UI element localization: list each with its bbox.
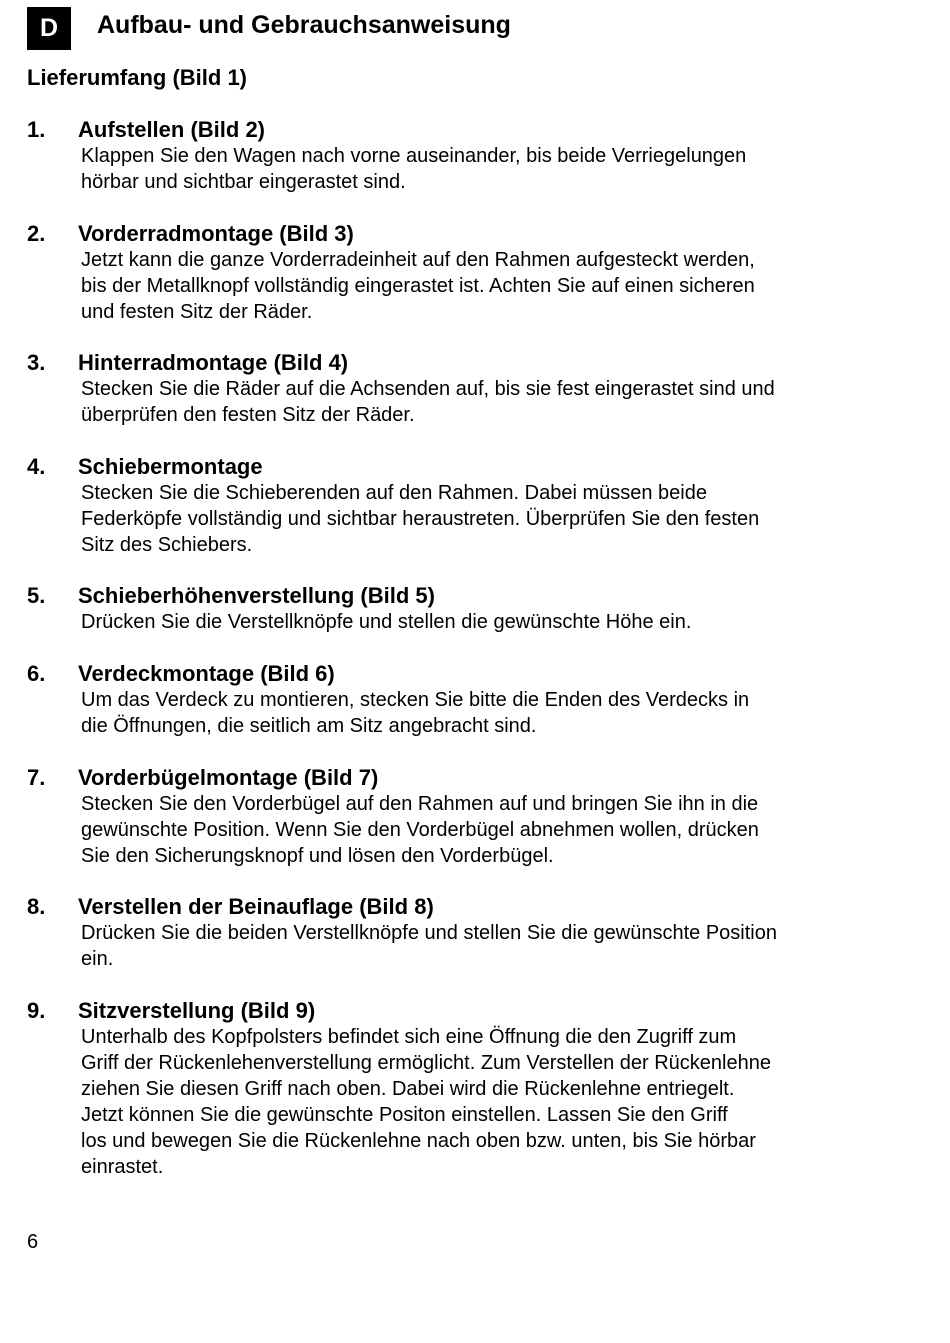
section-text-line: und festen Sitz der Räder. [81, 301, 313, 323]
section-text-line: einrastet. [81, 1156, 164, 1178]
section-title: Vorderbügelmontage (Bild 7) [78, 765, 379, 790]
section-body [81, 791, 841, 869]
language-badge: D [27, 7, 71, 50]
section-title: Verdeckmontage (Bild 6) [78, 661, 335, 686]
section-number: 9. [27, 998, 46, 1023]
section-body [81, 143, 841, 195]
section-text-line: Sitz des Schiebers. [81, 534, 253, 556]
section-number: 5. [27, 583, 46, 608]
section-title: Sitzverstellung (Bild 9) [78, 998, 316, 1023]
section-body [81, 480, 841, 558]
section-text-line: hörbar und sichtbar eingerastet sind. [81, 171, 406, 193]
section-text-line: Stecken Sie den Vorderbügel auf den Rahmen auf und bringen Sie ihn in die [81, 793, 759, 815]
section-number: 2. [27, 221, 46, 246]
section-text-line: Jetzt kann die ganze Vorderradeinheit auf den Rahmen aufgesteckt werden, [81, 249, 755, 271]
section-text-line: Jetzt können Sie die gewünschte Positon einstellen. Lassen Sie den Griff [81, 1104, 728, 1126]
section-title: Aufstellen (Bild 2) [78, 117, 266, 142]
section-title: Schieberhöhenverstellung (Bild 5) [78, 583, 435, 608]
section-title: Schiebermontage [78, 454, 263, 479]
section-text-line: die Öffnungen, die seitlich am Sitz angebracht sind. [81, 715, 537, 737]
section-number: 3. [27, 350, 46, 375]
section-body [81, 1024, 841, 1180]
section-text-line: Griff der Rückenlehenverstellung ermöglicht. Zum Verstellen der Rückenlehne [81, 1052, 771, 1074]
section-text-line: Federköpfe vollständig und sichtbar heraustreten. Überprüfen Sie den festen [81, 508, 760, 530]
section-text-line: bis der Metallknopf vollständig eingerastet ist. Achten Sie auf einen sicheren [81, 275, 755, 297]
section-text-line: Klappen Sie den Wagen nach vorne auseinander, bis beide Verriegelungen [81, 145, 747, 167]
section-title: Hinterradmontage (Bild 4) [78, 350, 349, 375]
section-number: 1. [27, 117, 46, 142]
section-number: 6. [27, 661, 46, 686]
document-title: Aufbau- und Gebrauchsanweisung [97, 11, 511, 39]
section-title: Vorderradmontage (Bild 3) [78, 221, 354, 246]
section-text-line: ziehen Sie diesen Griff nach oben. Dabei wird die Rückenlehne entriegelt. [81, 1078, 735, 1100]
section-text-line: Stecken Sie die Räder auf die Achsenden auf, bis sie fest eingerastet sind und [81, 378, 775, 400]
delivery-scope-heading: Lieferumfang (Bild 1) [27, 65, 248, 90]
section-text-line: überprüfen den festen Sitz der Räder. [81, 404, 415, 426]
section-body [81, 609, 841, 635]
section-text-line: Drücken Sie die beiden Verstellknöpfe und stellen Sie die gewünschte Position [81, 922, 777, 944]
section-number: 8. [27, 894, 46, 919]
section-body [81, 247, 841, 325]
section-title: Verstellen der Beinauflage (Bild 8) [78, 894, 434, 919]
section-number: 7. [27, 765, 46, 790]
section-text-line: Drücken Sie die Verstellknöpfe und stellen die gewünschte Höhe ein. [81, 611, 692, 633]
section-text-line: Sie den Sicherungsknopf und lösen den Vorderbügel. [81, 845, 554, 867]
section-body [81, 376, 841, 428]
section-text-line: ein. [81, 948, 114, 970]
section-text-line: gewünschte Position. Wenn Sie den Vorderbügel abnehmen wollen, drücken [81, 819, 759, 841]
section-text-line: Stecken Sie die Schieberenden auf den Rahmen. Dabei müssen beide [81, 482, 707, 504]
section-body [81, 687, 841, 739]
page-number: 6 [27, 1231, 39, 1253]
section-text-line: Unterhalb des Kopfpolsters befindet sich eine Öffnung die den Zugriff zum [81, 1026, 737, 1048]
section-body [81, 920, 841, 972]
section-number: 4. [27, 454, 46, 479]
section-text-line: los und bewegen Sie die Rückenlehne nach oben bzw. unten, bis Sie hörbar [81, 1130, 756, 1152]
section-text-line: Um das Verdeck zu montieren, stecken Sie bitte die Enden des Verdecks in [81, 689, 750, 711]
